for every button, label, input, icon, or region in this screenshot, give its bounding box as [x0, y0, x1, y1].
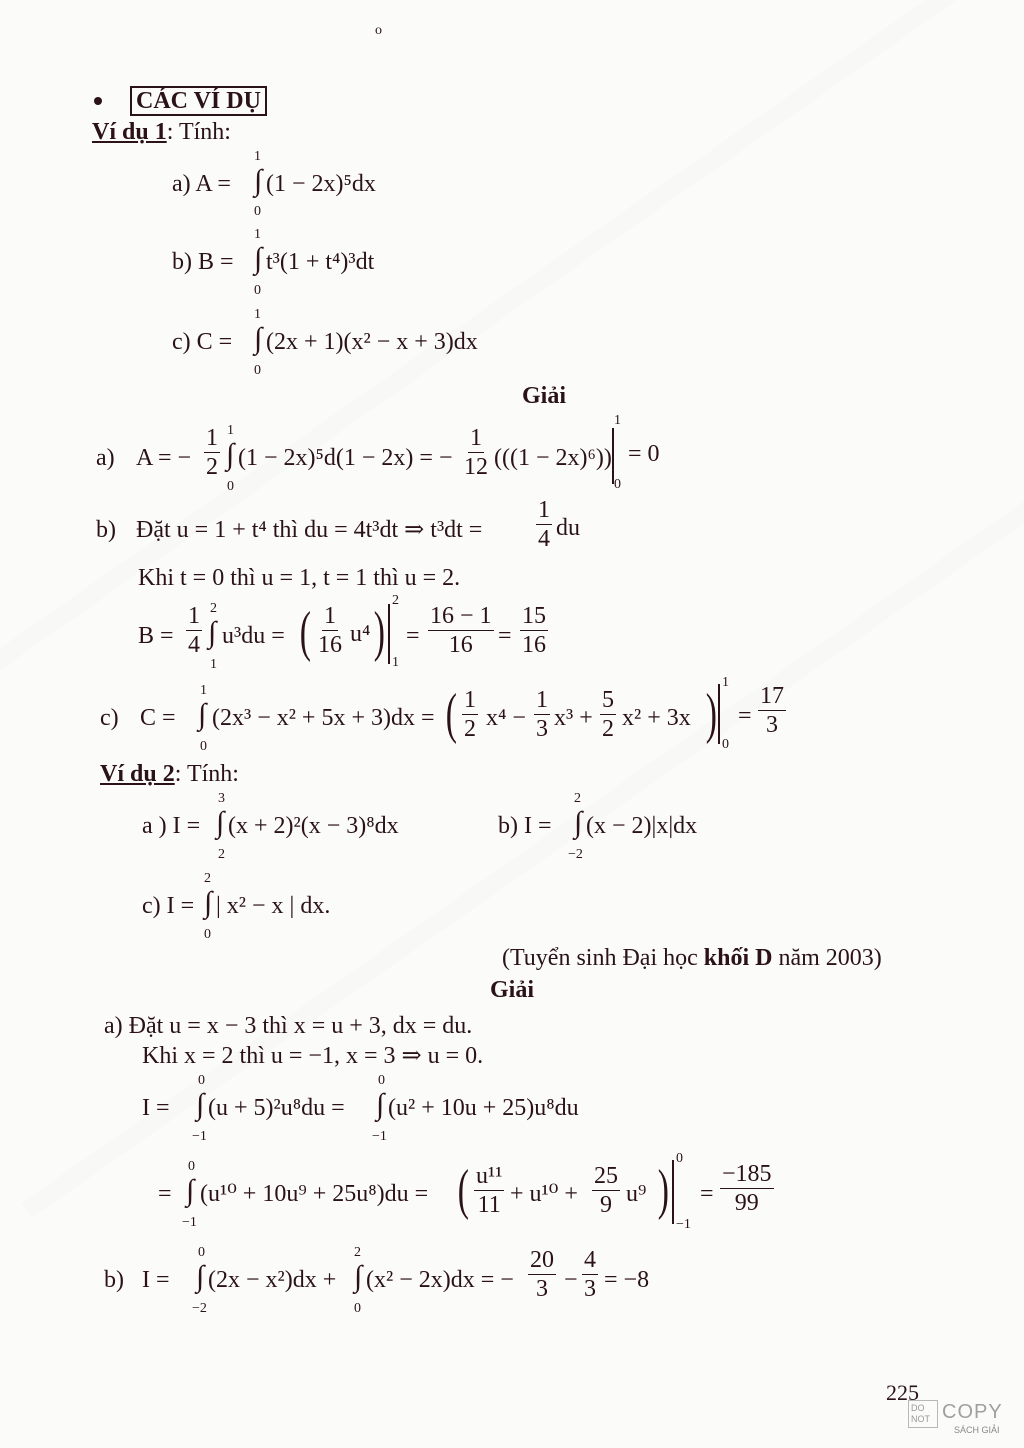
- upper-limit: 1: [254, 149, 261, 164]
- integral-icon: ∫: [208, 616, 217, 649]
- ex1-b-label: b) B =: [172, 249, 234, 275]
- fraction: [598, 688, 618, 741]
- upper-limit: 1: [227, 423, 234, 438]
- ex1-c-label: c) C =: [172, 329, 233, 355]
- ex1-a-label: a) A =: [172, 171, 231, 197]
- fraction: [184, 604, 204, 657]
- fraction: [314, 604, 346, 657]
- denominator: 3: [584, 1276, 596, 1302]
- left-paren-icon: (: [457, 1159, 469, 1221]
- ex2-sol-b-part4: −: [564, 1267, 578, 1293]
- integral-icon: ∫: [254, 242, 263, 275]
- ex2-sol-a-part5: (u² + 10u + 25)u⁸du: [388, 1095, 579, 1121]
- ex2-sol-a-part3: I =: [142, 1095, 170, 1121]
- integral-icon: ∫: [354, 1260, 363, 1293]
- upper-limit: 1: [614, 413, 621, 428]
- integral-icon: ∫: [376, 1088, 385, 1121]
- fraction: [202, 426, 222, 479]
- equals-sign: =: [406, 623, 420, 649]
- integral-icon: ∫: [574, 806, 583, 839]
- do-not-label: DO NOT: [908, 1400, 938, 1428]
- equals-sign: =: [738, 703, 752, 729]
- right-paren-icon: ): [373, 601, 385, 663]
- upper-limit: 2: [574, 791, 581, 806]
- lower-limit: 0: [204, 927, 211, 942]
- ex2-b-expression: (x − 2)|x|dx: [586, 813, 698, 839]
- denominator: 3: [766, 712, 778, 738]
- ex2-c-expression: | x² − x | dx.: [216, 893, 331, 919]
- sol-b-substitution: Đặt u = 1 + t⁴ thì du = 4t³dt ⇒ t³dt =: [136, 517, 483, 543]
- left-paren-icon: (: [299, 601, 311, 663]
- ex1-a-expression: (1 − 2x)⁵dx: [266, 171, 376, 197]
- fraction: [534, 498, 554, 551]
- lower-limit: −1: [676, 1217, 691, 1232]
- lower-limit: 1: [210, 657, 217, 672]
- upper-limit: 1: [200, 683, 207, 698]
- denominator: 11: [477, 1192, 501, 1218]
- evaluation-bar: [388, 604, 390, 664]
- lower-limit: −1: [192, 1129, 207, 1144]
- solution-heading-2: Giải: [490, 977, 535, 1003]
- denominator: 9: [600, 1192, 612, 1218]
- ex2-c-label: c) I =: [142, 893, 195, 919]
- equals-sign: =: [700, 1181, 714, 1207]
- numerator: 1: [324, 603, 336, 629]
- ex2-sol-a-line1: a) Đặt u = x − 3 thì x = u + 3, dx = du.: [104, 1013, 473, 1039]
- fraction: [756, 684, 788, 737]
- lower-limit: 0: [200, 739, 207, 754]
- ex2-sol-a-part7: (u¹⁰ + 10u⁹ + 25u⁸)du =: [200, 1181, 429, 1207]
- sol-b-bounds: Khi t = 0 thì u = 1, t = 1 thì u = 2.: [138, 565, 461, 591]
- right-paren-icon: ): [657, 1159, 669, 1221]
- numerator: 17: [760, 683, 784, 709]
- fraction: [518, 604, 550, 657]
- denominator: 16: [318, 632, 342, 658]
- numerator: 1: [536, 687, 548, 713]
- ex1-b-expression: t³(1 + t⁴)³dt: [266, 249, 375, 275]
- sol-c-label: c): [100, 705, 119, 731]
- numerator: −185: [722, 1161, 772, 1187]
- integral-icon: ∫: [198, 698, 207, 731]
- denominator: 3: [536, 716, 548, 742]
- denominator: 16: [448, 632, 473, 658]
- sol-a-part3: (((1 − 2x)⁶)): [494, 445, 612, 471]
- ex2-sol-a-part4: (u + 5)²u⁸du =: [208, 1095, 345, 1121]
- source-note: (Tuyển sinh Đại học khối D năm 2003): [502, 945, 882, 971]
- upper-limit: 0: [198, 1245, 205, 1260]
- denominator: 99: [734, 1190, 759, 1216]
- upper-limit: 0: [676, 1151, 683, 1166]
- evaluation-bar: [612, 428, 614, 484]
- top-mark: o: [375, 23, 382, 38]
- numerator: 1: [188, 603, 200, 629]
- ex2-sol-a-part9: u⁹: [626, 1181, 647, 1207]
- sol-a-part1: A = −: [136, 445, 192, 471]
- integral-icon: ∫: [216, 806, 225, 839]
- denominator: 3: [536, 1276, 548, 1302]
- numerator: 1: [538, 497, 550, 523]
- denominator: 2: [602, 716, 614, 742]
- denominator: 12: [464, 454, 488, 480]
- numerator: 1: [464, 687, 476, 713]
- ex2-sol-b-label: b): [104, 1267, 124, 1293]
- numerator: 1: [206, 425, 218, 451]
- bullet-icon: [94, 97, 102, 105]
- numerator: 20: [530, 1247, 554, 1273]
- sol-b-part5: u⁴: [350, 621, 371, 647]
- numerator: 25: [594, 1163, 618, 1189]
- sol-a-part2: (1 − 2x)⁵d(1 − 2x) = −: [238, 445, 453, 471]
- brand-label: SÁCH GIẢI: [954, 1425, 1000, 1435]
- equals-sign: =: [498, 623, 512, 649]
- integral-icon: ∫: [204, 886, 213, 919]
- example-1-title: Ví dụ 1: Tính:: [92, 119, 231, 145]
- fraction: [580, 1248, 600, 1301]
- upper-limit: 3: [218, 791, 225, 806]
- lower-limit: −1: [182, 1215, 197, 1230]
- sol-c-term1: x⁴ −: [486, 705, 526, 731]
- evaluation-bar: [672, 1160, 674, 1224]
- numerator: 16 − 1: [430, 603, 492, 629]
- denominator: 4: [538, 526, 550, 552]
- integral-icon: ∫: [254, 322, 263, 355]
- ex2-a-expression: (x + 2)²(x − 3)⁸dx: [228, 813, 399, 839]
- numerator: 5: [602, 687, 614, 713]
- right-paren-icon: ): [705, 683, 717, 745]
- upper-limit: 2: [354, 1245, 361, 1260]
- fraction: [472, 1164, 506, 1217]
- ex2-a-label: a ) I =: [142, 813, 201, 839]
- ex2-sol-a-part8: + u¹⁰ +: [510, 1181, 578, 1207]
- sol-a-label: a): [96, 445, 115, 471]
- ex2-sol-b-part1: I =: [142, 1267, 170, 1293]
- numerator: 1: [470, 425, 482, 451]
- fraction: [718, 1162, 776, 1215]
- sol-b-du: du: [556, 515, 580, 541]
- ex1-c-expression: (2x + 1)(x² − x + 3)dx: [266, 329, 478, 355]
- fraction: [460, 426, 492, 479]
- ex2-sol-b-part5: = −8: [604, 1267, 650, 1293]
- ex2-sol-a-line2: Khi x = 2 thì u = −1, x = 3 ⇒ u = 0.: [142, 1043, 484, 1069]
- integral-icon: ∫: [186, 1174, 195, 1207]
- sol-c-part2: (2x³ − x² + 5x + 3)dx =: [212, 705, 435, 731]
- lower-limit: −1: [372, 1129, 387, 1144]
- equals-sign: =: [158, 1181, 172, 1207]
- copy-stamp: [908, 1400, 1012, 1440]
- lower-limit: −2: [568, 847, 583, 862]
- fraction: [460, 688, 480, 741]
- sol-b-label: b): [96, 517, 116, 543]
- upper-limit: 2: [204, 871, 211, 886]
- upper-limit: 0: [188, 1159, 195, 1174]
- upper-limit: 1: [254, 307, 261, 322]
- integral-icon: ∫: [196, 1088, 205, 1121]
- lower-limit: 0: [254, 363, 261, 378]
- evaluation-bar: [718, 684, 720, 744]
- copy-label: COPY: [942, 1401, 1003, 1423]
- lower-limit: 0: [227, 479, 234, 494]
- ex2-b-label: b) I =: [498, 813, 552, 839]
- sol-b-part4: u³du =: [222, 623, 285, 649]
- example-2-title: Ví dụ 2: Tính:: [100, 761, 239, 787]
- sol-c-term2: x³ +: [554, 705, 593, 731]
- integral-icon: ∫: [254, 164, 263, 197]
- denominator: 16: [522, 632, 546, 658]
- sol-c-term3: x² + 3x: [622, 705, 691, 731]
- integral-icon: ∫: [226, 438, 235, 471]
- solution-heading-1: Giải: [522, 383, 567, 409]
- denominator: 4: [188, 632, 200, 658]
- lower-limit: 1: [392, 655, 399, 670]
- upper-limit: 0: [198, 1073, 205, 1088]
- numerator: 15: [522, 603, 546, 629]
- numerator: 4: [584, 1247, 596, 1273]
- denominator: 2: [464, 716, 476, 742]
- numerator: u¹¹: [476, 1163, 503, 1189]
- section-heading: CÁC VÍ DỤ: [130, 86, 267, 116]
- fraction: [532, 688, 552, 741]
- lower-limit: 0: [614, 477, 621, 492]
- upper-limit: 0: [378, 1073, 385, 1088]
- lower-limit: 0: [254, 283, 261, 298]
- upper-limit: 1: [254, 227, 261, 242]
- lower-limit: 0: [254, 204, 261, 219]
- sol-a-result: = 0: [628, 441, 660, 467]
- ex2-sol-b-part3: (x² − 2x)dx = −: [366, 1267, 514, 1293]
- left-paren-icon: (: [445, 683, 457, 745]
- upper-limit: 1: [722, 675, 729, 690]
- denominator: 2: [206, 454, 218, 480]
- sol-b-part3: B =: [138, 623, 174, 649]
- integral-icon: ∫: [196, 1260, 205, 1293]
- upper-limit: 2: [392, 593, 399, 608]
- lower-limit: 2: [218, 847, 225, 862]
- ex2-sol-b-part2: (2x − x²)dx +: [208, 1267, 337, 1293]
- lower-limit: 0: [354, 1301, 361, 1316]
- lower-limit: 0: [722, 737, 729, 752]
- fraction: [426, 604, 496, 657]
- sol-c-part1: C =: [140, 705, 176, 731]
- upper-limit: 2: [210, 601, 217, 616]
- lower-limit: −2: [192, 1301, 207, 1316]
- fraction: [590, 1164, 622, 1217]
- page-number: 225: [886, 1380, 919, 1405]
- fraction: [526, 1248, 558, 1301]
